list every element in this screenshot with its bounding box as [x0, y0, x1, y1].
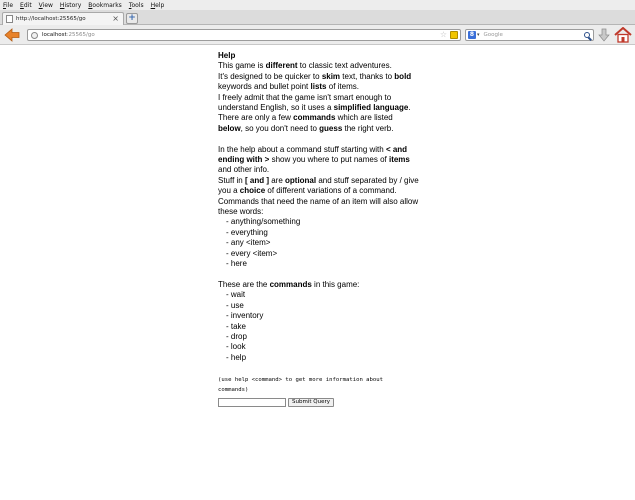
download-arrow-icon[interactable]: [598, 28, 610, 42]
menu-bookmarks[interactable]: Bookmarks: [88, 1, 122, 9]
keyword: different: [265, 61, 298, 71]
command-item: - look: [226, 342, 246, 352]
allowed-word-item: - anything/something: [226, 217, 301, 227]
text-span: and stuff separated by / give: [316, 175, 419, 185]
text-span: the right verb.: [342, 123, 394, 133]
text-span: and other info.: [218, 165, 270, 175]
keyword: commands: [293, 113, 336, 123]
text-span: these words:: [218, 207, 264, 217]
text-span: .: [408, 103, 411, 113]
text-line: [218, 72, 428, 82]
help-hint: [218, 376, 418, 395]
keyword: optional: [285, 175, 317, 185]
menu-history[interactable]: History: [59, 1, 82, 9]
allowed-word-item: - here: [226, 259, 247, 269]
command-item: - take: [226, 321, 247, 331]
search-bar[interactable]: [465, 29, 594, 41]
command-form: [218, 398, 334, 407]
allowed-word-item: - everything: [226, 227, 268, 237]
star-icon[interactable]: ☆: [439, 30, 447, 39]
allowed-words-list: [218, 217, 428, 269]
allowed-word-item: - every <item>: [226, 248, 278, 258]
text-span: Stuff in: [218, 175, 245, 185]
hint-line: (use help <command> to get more information about: [218, 377, 384, 383]
back-arrow-icon[interactable]: [4, 28, 20, 42]
tab-active[interactable]: [2, 12, 124, 25]
keyword: < and: [385, 144, 408, 154]
new-tab-button[interactable]: +: [126, 13, 138, 24]
text-span: text, thanks to: [340, 71, 395, 81]
menu-edit[interactable]: Edit: [20, 1, 32, 9]
keyword: guess: [319, 123, 343, 133]
text-line: [218, 176, 428, 186]
search-engine-icon[interactable]: 8: [469, 31, 475, 38]
text-line: [218, 103, 428, 113]
text-span: to classic text adventures.: [297, 61, 392, 71]
address-bar[interactable]: [27, 29, 461, 41]
text-line: [218, 124, 428, 134]
keyword: bold: [394, 71, 412, 81]
hint-line: commands): [218, 386, 249, 393]
text-span: These are the: [218, 279, 270, 289]
url-path: :25565/go: [66, 32, 95, 38]
text-span: It's designed to be quicker to: [218, 71, 322, 81]
menu-help[interactable]: Help: [150, 1, 165, 9]
tab-strip: [0, 10, 635, 25]
chevron-down-icon[interactable]: ▾: [477, 32, 480, 38]
keyword: below: [218, 123, 241, 133]
close-tab-icon[interactable]: ×: [112, 14, 119, 23]
text-line: [218, 197, 428, 207]
help-content: [218, 51, 428, 363]
command-item: - use: [226, 300, 244, 310]
text-span: in this game:: [311, 279, 360, 289]
keyword: simplified language: [333, 103, 409, 113]
search-placeholder: Google: [483, 32, 503, 38]
intro-paragraph: [218, 61, 428, 134]
text-span: This game is: [218, 61, 266, 71]
keyword: ending with >: [218, 155, 270, 165]
text-line: [218, 145, 428, 155]
text-span: Commands that need the name of an item will also allow: [218, 196, 419, 206]
text-span: There are only a few: [218, 113, 294, 123]
menu-tools[interactable]: Tools: [128, 1, 144, 9]
text-line: [218, 155, 428, 165]
text-line: [218, 93, 428, 103]
keyword: items: [388, 155, 410, 165]
keyword: commands: [269, 279, 312, 289]
text-span: which are listed: [335, 113, 393, 123]
command-item: - wait: [226, 290, 246, 300]
syntax-paragraph: [218, 145, 428, 218]
page-icon: [6, 15, 13, 23]
text-span: I freely admit that the game isn't smart enough to: [218, 92, 392, 102]
tab-title: http://localhost:25565/go: [16, 16, 86, 22]
text-span: show you where to put names of: [269, 155, 389, 165]
text-span: keywords and bullet point: [218, 82, 311, 92]
text-span: of different variations of a command.: [265, 186, 397, 196]
text-line: [218, 186, 428, 196]
text-line: [218, 113, 428, 123]
keyword: [ and ]: [244, 175, 269, 185]
keyword: choice: [239, 186, 266, 196]
submit-button[interactable]: Submit Query: [288, 398, 334, 407]
help-heading: Help: [218, 51, 236, 60]
text-line: [218, 82, 428, 92]
text-span: are: [268, 175, 285, 185]
command-item: - inventory: [226, 311, 264, 321]
keyword: lists: [310, 82, 327, 92]
command-input[interactable]: [218, 398, 286, 407]
menu-bar: [0, 0, 635, 10]
menu-view[interactable]: View: [38, 1, 53, 9]
bookmark-icon[interactable]: [450, 31, 458, 39]
text-span: , so you don't need to: [240, 123, 320, 133]
commands-intro: [218, 280, 428, 290]
text-span: of items.: [326, 82, 359, 92]
text-line: [218, 280, 428, 290]
text-line: [218, 165, 428, 175]
navigation-bar: [0, 25, 635, 45]
url-host: localhost: [42, 32, 67, 38]
search-icon[interactable]: [584, 32, 590, 38]
text-span: you a: [218, 186, 240, 196]
command-item: - help: [226, 352, 247, 362]
commands-list: [218, 290, 428, 363]
command-item: - drop: [226, 331, 247, 341]
keyword: skim: [321, 71, 341, 81]
text-span: understand English, so it uses a: [218, 103, 334, 113]
allowed-word-item: - any <item>: [226, 238, 271, 248]
text-line: [218, 207, 428, 217]
text-line: [218, 61, 428, 71]
menu-file[interactable]: File: [3, 1, 14, 9]
text-span: In the help about a command stuff starting with: [218, 144, 386, 154]
site-identity-icon[interactable]: [31, 32, 38, 39]
home-icon[interactable]: [614, 27, 632, 43]
